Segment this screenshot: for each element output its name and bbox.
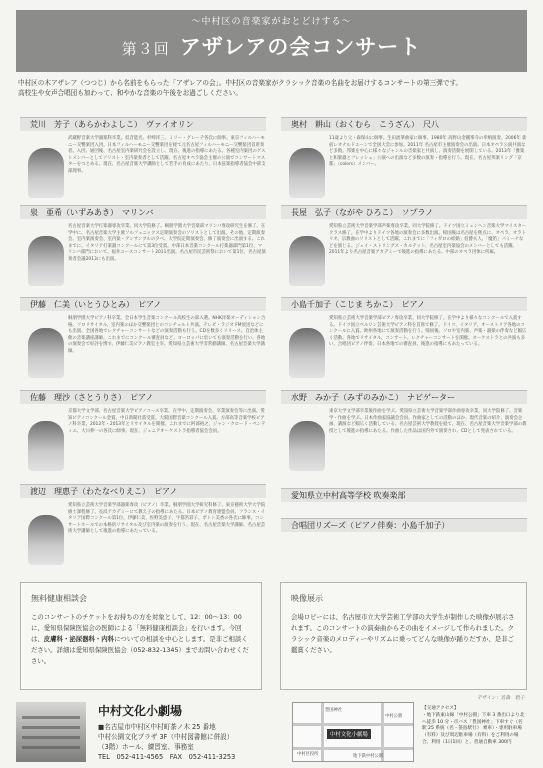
map-label: 地下鉄中村公園 [353, 754, 384, 759]
concert-number: 第３回 [121, 40, 170, 58]
health-text-highlight: 皮膚科・泌尿器科・内科 [43, 635, 115, 643]
concert-title-text: アザレアの会コンサート [179, 34, 422, 59]
performer-bio: 東京大学文学部卒業後作曲を学ぶ。愛知県立芸術大学音楽学部作曲専攻卒業、同大学院修了。音楽学・作曲を学ぶ。日本作曲家協議会会員。作曲家としての活動のほか、現代音楽の紹介、演奏会企画、講演など幅広く活動している。名古屋芸術大学教授を経て、現在、名古屋音楽大学音楽学部の教授として後進の指導にあたる。作曲した作品は国内外で演奏され、CDとして発表されている。 [329, 409, 527, 434]
performer-name: 荒川 芳子（あらかわよしこ） ヴァイオリン [20, 117, 266, 131]
video-exhibit-title: 映像展示 [291, 594, 323, 603]
map-label: 豊国神社 [325, 708, 343, 713]
access-title: 【交通アクセス】 [422, 706, 459, 711]
performer-card [20, 297, 266, 378]
video-exhibit-text: 会場ロビーには、名古屋市立大学芸術工学部の大学生が制作した映像が展示されます。このコンサートの演奏曲からその曲をイメージして作られました。クラシック音楽のメロディーやリズムに乗ってどんな映像が踊りだすか、是非ご鑑賞ください。 [291, 613, 515, 654]
health-consultation-box [20, 582, 262, 690]
performer-bio: 11歳より父・森保山に師事。生田流箏曲家に師事。1980年 高野山金剛峯寺の奉納演奏。2006年 新宿レオナルドエーンで全国大会に参加。2011年 名古屋市主催演奏会の出演。日本オペラ公演共演など多数。邦楽を中心に様々なジャンルの音楽家と共演し、演奏活動を展開している。2013年「雅楽と和楽器とフレッシュ」公演への出演など多数の演奏・指導を行う。現在、名古屋邦楽リング「京都」（colors）メンバー。 [329, 136, 527, 168]
performer-bio: 京都大学文学部、名古屋音楽大学ピアノコース卒業。在学中、定期演奏会、卒業演奏会等に出演。愛知ピアノコンクール金賞、中日新聞社賞受賞。大阪国際音楽コンクール入賞。方部高等音楽学校ピアノ科卒業。2012年・2013年とリサイタルを開催。これまでに阿部裕之、ジャン・クロード・ペンティエ、大川伸一の各氏に師事。現在、ジュニアオーケストラ指導者協会会員。 [68, 409, 266, 434]
performer-name: 奥村 耕山（おくむら こうざん） 尺八 [281, 117, 527, 131]
performer-photo [28, 328, 64, 378]
performer-photo [289, 148, 325, 198]
header-subtitle: 〜中村区の音楽家がおとどけする〜 [191, 17, 352, 27]
performer-name: 渡辺 理惠子（わたなべりえこ） ピアノ [20, 484, 266, 498]
health-text-part-a: このコンサートのチケットをお持ちの方を対象として、12：00〜13：00に、愛知県保険医協会の医師による「無料健康相談会」を行います。今回は、 [31, 613, 242, 643]
performer-card [281, 390, 527, 471]
performer-card [20, 484, 266, 565]
performer-name: 水野 みか子（みずのみかこ） ナビゲーター [281, 390, 527, 404]
venue-address: ■名古屋市中村区中村町茶ノ木 25 番地 [98, 723, 216, 731]
venue-building-photo [16, 702, 86, 762]
venue-name: 中村文化小劇場 [98, 704, 183, 718]
performer-bio: 名古屋音楽大学打楽器専攻卒業、同大学院修了。桐朋学園大学音楽部マリンバ専攻研究生を修了。在学中に、名古屋音楽大学主催ソルフェニックス定期演奏会のソリストとして出演。その他、定期演奏会、室内楽演奏会、室内楽・アンサンブルの夕べ、大学院定期演奏会、修了演奏会に出演する。これまでに、イタリア打楽器コンクールにて第3位受賞。中部日本音楽コンクール打楽器部門第1位、マリンバ部門において、福井ユースコンサート2011出演。名古屋市民芸術祭において第1位、名古屋演奏者会議2013にも出演。 [68, 224, 266, 262]
performer-photo [28, 421, 64, 471]
performer-photo [28, 236, 64, 286]
intro-text [18, 78, 528, 98]
performer-card [20, 205, 266, 286]
venue-building: 中村公園文化プラザ 3F（中村図書館に併設） [98, 733, 234, 741]
map-label: 中村公園 [385, 714, 403, 719]
performer-bio: 愛知県立芸術大学音楽学部ピアノ専攻卒業、同大学院修了。在学中より様々なコンクールで入賞する。ドイツ国立ベルリン芸術大学ピアノ科を首席で修了。ドイツ、イタリア、オーストリア各地のコンクールに入賞。欧州各地にて演奏活動を行う。帰国後、ソロや室内楽、声楽・器楽の伴奏など幅広く活動。各地でリサイタル、コンサート、レクチャーコンサートを開催。オーケストラとの共演も多い。合唱団ピアノ伴奏、日本各地での審査員、後進の指導にもあたっている。 [329, 316, 527, 348]
performer-card [20, 117, 266, 198]
venue-info [98, 722, 235, 762]
map-venue-label: 中村文化小劇場 [327, 729, 371, 739]
performer-card [20, 390, 266, 471]
performer-bio: 武蔵野音楽大学器楽科卒業。低音能名、杉崎洋三、ミリー・グレーテ各氏に師事。東京フィルハーモニー交響楽団入団。日本フィルハーモニー交響楽団を経て元名古屋フィルハーモニー交響楽団首席奏者。入団、通団後、名古屋室内楽研究会を設立し、現在、後進の指導にあたる。各種室内楽団のゲストメンバーとしてソリスト・室内楽奏者として活躍。名古屋オペラ協会主催の公演でコンサートマスターをつとめる。現在、名古屋音楽大学講師として若手の育成にあたり、日本弦楽指導者協会中部支部理事。 [68, 136, 266, 174]
performer-photo [28, 515, 64, 565]
concert-title [16, 31, 527, 61]
performer-card [281, 205, 527, 286]
performer-photo [289, 421, 325, 471]
performer-bio: 愛知県立芸術大学音楽学部器楽専攻（ピアノ）卒業。桐朋学園大学研究科修了。東京藝術大学大学院修士課程修了。長浜アカデミーにて教え子の指導にあたる。日本ピアノ教育連盟会員。フランス・イタリア国際コンクール第1位。伊藤仁美、佐野美恵子、宇都宮彩子、ボトシ美香の各氏に師事。コンサートホールでの本格的リサイタル及び室内楽の演奏を行う。現在、名古屋音楽大学講師、名古屋芸術大学講師として後進の指導にあたっている。 [68, 503, 266, 535]
performer-name: 小島千加子（こじま ちかこ） ピアノ [281, 297, 527, 311]
performer-bio: 桐朋学園大学ピアノ科卒業。全日本学生音楽コンクール高校生の部入選。NHK洋楽オーディション合格。ソロリサイタル、室内楽のほか交響楽団とのコンチェルト共演。テレビ・ラジオ FM放送などにも出演。全国各地でレクチャーコンサートなどの演奏活動も行う。CDを数多くリリース。自治体主催の音楽講座講師。これまでにコンクール審査員など。ヨーロッパに於いても演奏活動を行い、各地の演奏会で好評を博す。伊藤仁美ピアノ教室主宰。愛知県立芸術大学非常勤講師、名古屋音楽大学講師。 [68, 316, 266, 354]
performer-name: 泉 亜希（いずみあき） マリンバ [20, 205, 266, 219]
video-exhibit-box [280, 582, 527, 690]
intro-line-1: 中村区の木アザレア（つつじ）から名前をもらった「アザレアの会」。中村区の音楽家がクラシック音楽の名曲をお届けするコンサートの第三弾です。 [18, 79, 463, 87]
access-info [422, 706, 527, 747]
performer-name: 佐藤 理沙（さとうりさ） ピアノ [20, 390, 266, 404]
performer-photo [28, 148, 64, 198]
concert-header [16, 10, 527, 72]
performer-photo [289, 328, 325, 378]
performer-name: 長屋 弘子（ながや ひろこ） ソプラノ [281, 205, 527, 219]
performer-bio: 愛知県立芸術大学音楽学部声楽専攻卒業。同大学院修了。ドイツ国立ミュンヘン音楽大学マイスタークラス修了。在学中よりドイツ各地の演奏会に多数出演。帰国後は名古屋を拠点に、オペラ、オラトリオ、宗教曲のソリストとして活躍。これまでに「フィガロの結婚」伯爵夫人、「魔笛」パミーナなどを演じる。ジェイ・ストリングス・カルテット、名古屋室内楽協会のメンバーとしても活躍。2011年より名古屋音楽アカデミーで後進の指導にあたる。中部のオペラ団体に所属。 [329, 224, 527, 256]
health-consultation-title: 無料健康相談会 [31, 594, 87, 603]
performer-card [281, 297, 527, 378]
performer-name: 伊藤 仁美（いとうひとみ） ピアノ [20, 297, 266, 311]
health-consultation-text [31, 612, 251, 667]
group-school-band: 愛知県立中村高等学校 吹奏楽部 [281, 488, 527, 502]
venue-contact: TEL 052-411-4565 FAX 052-411-3253 [98, 753, 236, 761]
access-text: ・地下鉄東山線「中村公園」下車 3 番出口より北へ徒歩 10 分・市バス「豊国神社」下車すぐ（名駅 25 系統（名・笹島駅行） 乗車）・専用駐車場（有料）及び周辺駐車場（有料）をご利用の場合、利用（1日1回）と、普通自動車 300円 [422, 712, 525, 745]
health-text-part-b: についての相談を中心とします。是非ご相談ください。詳細は愛知県保険医協会（052-832-1345）までお問い合わせください。 [31, 635, 249, 665]
group-choir: 合唱団リズーズ（ピアノ伴奏：小島千加子） [281, 518, 527, 532]
performer-photo [289, 236, 325, 286]
venue-footer [16, 702, 527, 762]
intro-line-2: 高校生や女声合唱団も加わって、和やかな音楽の午後をお過ごしください。 [18, 89, 242, 97]
venue-floors: （3階）ホール、練習室、事務室 [98, 743, 194, 751]
map-label: 中村区役所 [297, 752, 319, 757]
venue-map [292, 702, 414, 762]
performer-card [281, 117, 527, 198]
designer-credit: デザイン：近森 碧子 [477, 696, 525, 701]
